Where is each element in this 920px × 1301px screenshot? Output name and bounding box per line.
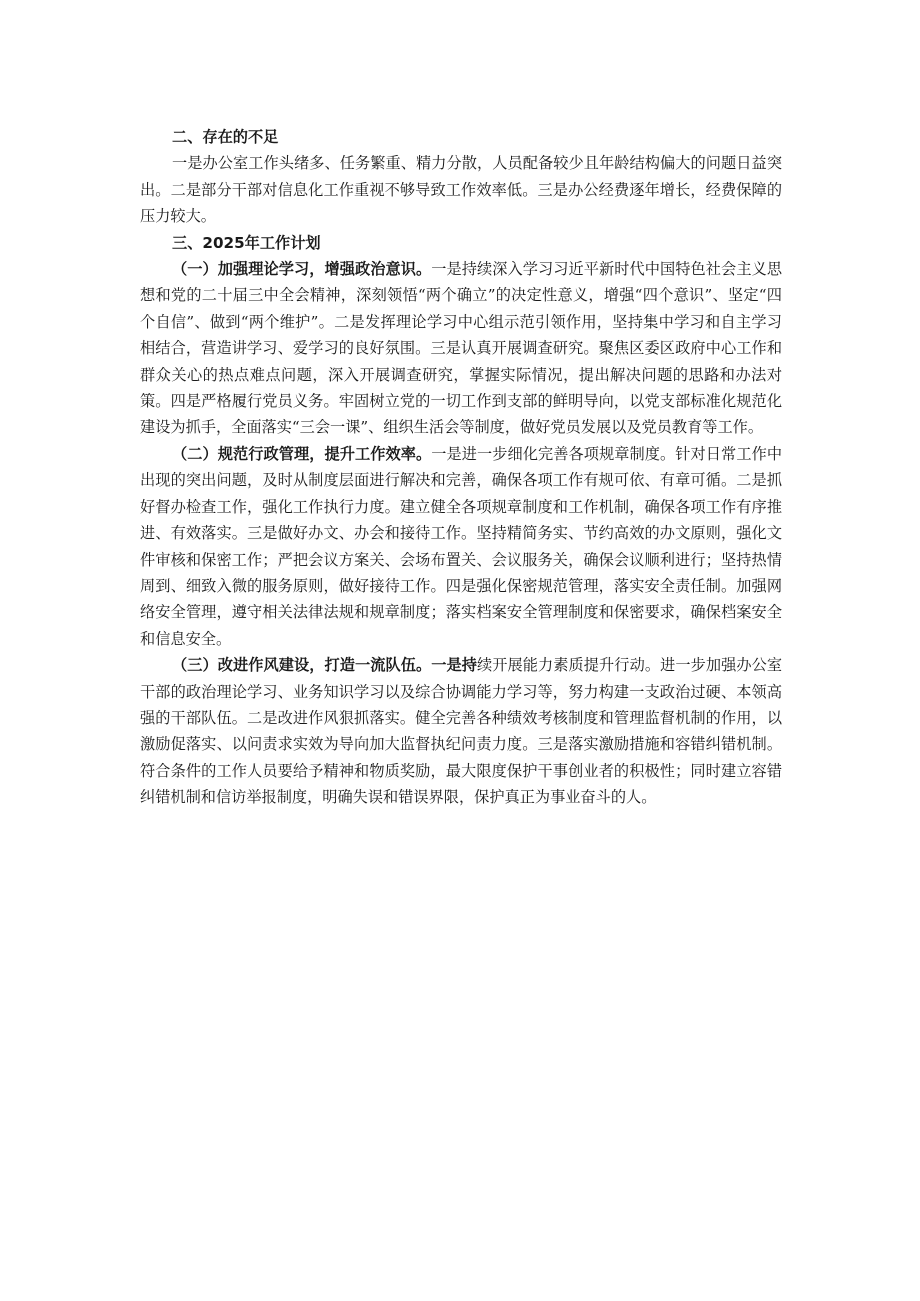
plan-item-1-lead: （一）加强理论学习，增强政治意识。 <box>172 260 432 279</box>
section-2-heading: 二、存在的不足 <box>172 128 279 146</box>
plan-item-1-body: 一是持续深入学习习近平新时代中国特色社会主义思想和党的二十届三中全会精神，深刻领悟“两个确立”的决定性意义，增强“四个意识”、坚定“四个自信”、做到“两个维护”。二是发挥理论学习中心组示范引领作用，坚持集中学习和自主学习相结合，营造讲学习、爱学习的良好氛围。三是认真开展调查研究。聚焦区委区政府中心工作和群众关心的热点难点问题，深入开展调查研究，掌握实际情况，提出解决问题的思路和办法对策。四是严格履行党员义务。牢固树立党的一切工作到支部的鲜明导向，以党支部标准化规范化建设为抓手，全面落实“三会一课”、组织生活会等制度，做好党员发展以及党员教育等工作。 <box>140 260 783 437</box>
section-2-body <box>140 150 782 229</box>
plan-item-2-body: 一是进一步细化完善各项规章制度。针对日常工作中出现的突出问题，及时从制度层面进行解决和完善，确保各项工作有规可依、有章可循。二是抓好督办检查工作，强化工作执行力度。建立健全各项规章制度和工作机制，确保各项工作有序推进、有效落实。三是做好办文、办会和接待工作。坚持精简务实、节约高效的办文原则，强化文件审核和保密工作；严把会议方案关、会场布置关、会议服务关，确保会议顺利进行；坚持热情周到、细致入微的服务原则，做好接待工作。四是强化保密规范管理，落实安全责任制。加强网络安全管理，遵守相关法律法规和规章制度；落实档案安全管理制度和保密要求，确保档案安全和信息安全。 <box>140 444 783 648</box>
section-3-heading: 三、2025年工作计划 <box>172 233 321 252</box>
plan-item-3-lead: （三）改进作风建设，打造一流队伍。一是持 <box>172 656 478 675</box>
plan-item-2-lead: （二）规范行政管理，提升工作效率。 <box>172 444 432 463</box>
plan-item-3-body: 续开展能力素质提升行动。进一步加强办公室干部的政治理论学习、业务知识学习以及综合协调能力学习等，努力构建一支政治过硬、本领高强的干部队伍。二是改进作风狠抓落实。健全完善各种绩效考核制度和管理监督机制的作用，以激励促落实、以问责求实效为导向加大监督执纪问责力度。三是落实激励措施和容错纠错机制。符合条件的工作人员要给予精神和物质奖励，最大限度保护干事创业者的积极性；同时建立容错纠错机制和信访举报制度，明确失误和错误界限，保护真正为事业奋斗的人。 <box>140 656 783 807</box>
section-2-body-text: 一是办公室工作头绪多、任务繁重、精力分散，人员配备较少且年龄结构偏大的问题日益突出。二是部分干部对信息化工作重视不够导致工作效率低。三是办公经费逐年增长，经费保障的压力较大。 <box>140 154 782 226</box>
plan-item-2 <box>140 441 782 652</box>
plan-item-1 <box>140 256 782 441</box>
document-page <box>140 124 782 811</box>
plan-item-3 <box>140 652 782 810</box>
